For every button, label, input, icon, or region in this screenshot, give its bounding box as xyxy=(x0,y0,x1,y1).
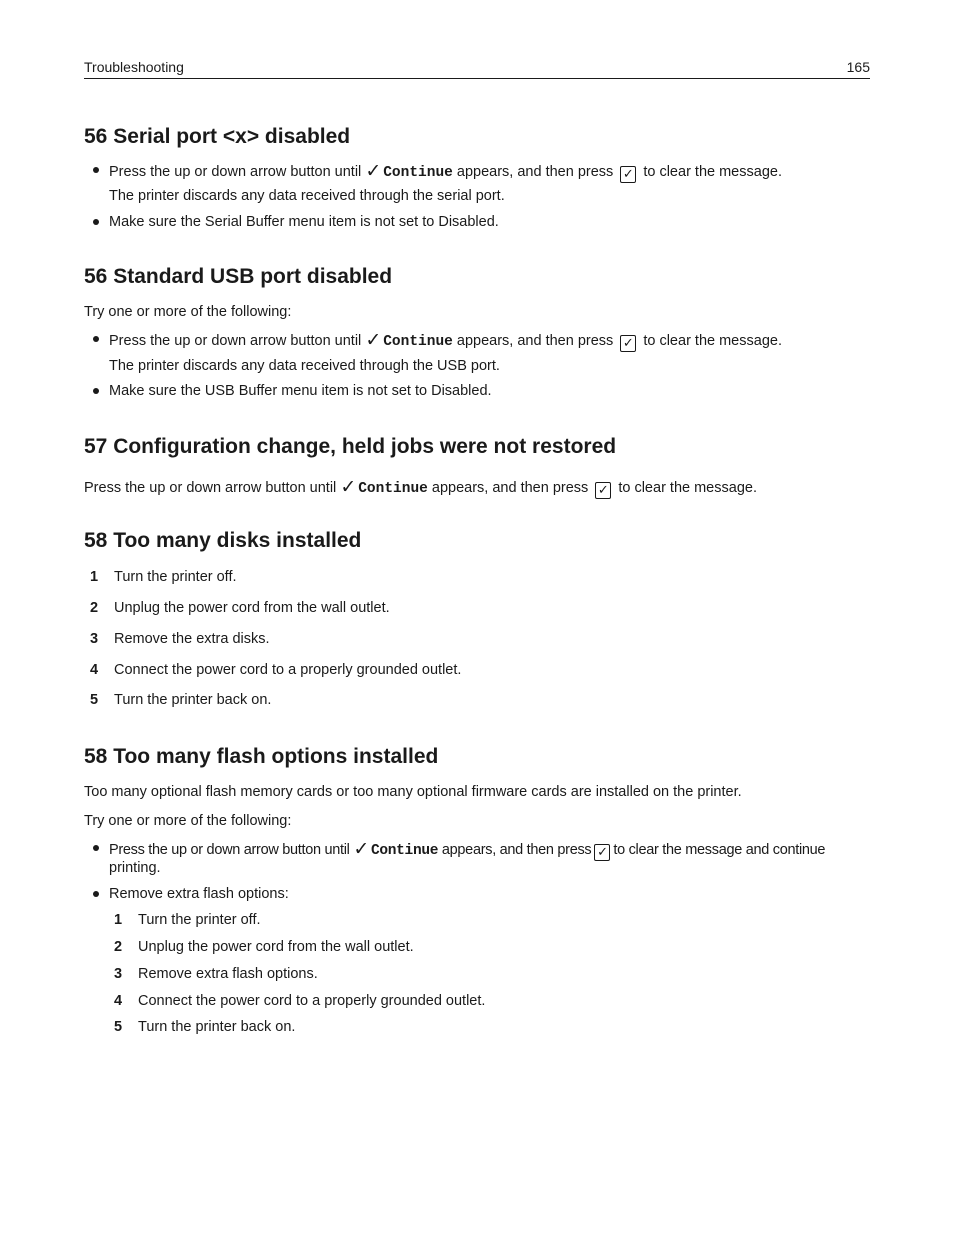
sub-step-item: 3 Remove extra flash options. xyxy=(114,966,318,982)
bullet-icon xyxy=(93,891,99,897)
select-button-icon: ✓ xyxy=(594,844,610,861)
bullet-text: Press the up or down arrow button until ✓ Continue appears, and then press ✓ to clear the message. xyxy=(109,329,782,351)
sub-step-item: 2 Unplug the power cord from the wall outlet. xyxy=(114,939,414,955)
bullet-icon xyxy=(93,388,99,394)
step-item: 2 Unplug the power cord from the wall outlet. xyxy=(90,600,390,616)
document-page xyxy=(84,0,870,1235)
check-icon: ✓ xyxy=(353,838,369,860)
section-title-too-many-flash: 58 Too many flash options installed xyxy=(84,745,439,768)
section-title-configuration-change: 57 Configuration change, held jobs were not restored xyxy=(84,435,617,458)
section-title-serial-port: 56 Serial port <x> disabled xyxy=(84,125,351,148)
section-title-too-many-disks: 58 Too many disks installed xyxy=(84,529,362,552)
header-section-name: Troubleshooting xyxy=(84,59,184,75)
step-item: 4 Connect the power cord to a properly grounded outlet. xyxy=(90,662,462,678)
page-number: 165 xyxy=(846,59,870,75)
step-item: 5 Turn the printer back on. xyxy=(90,692,272,708)
check-icon: ✓ xyxy=(340,476,357,498)
bullet-text: Make sure the Serial Buffer menu item is not set to Disabled. xyxy=(109,214,499,230)
code-continue: Continue xyxy=(370,843,439,859)
bullet-text: Press the up or down arrow button until ✓ Continue appears, and then press ✓ to clear the message. xyxy=(109,160,782,182)
bullet-text: Remove extra flash options: xyxy=(109,886,289,902)
sub-step-item: 4 Connect the power cord to a properly grounded outlet. xyxy=(114,993,486,1009)
check-icon: ✓ xyxy=(365,329,382,351)
select-button-icon: ✓ xyxy=(620,166,636,183)
bullet-icon xyxy=(93,845,99,851)
bullet-icon xyxy=(93,219,99,225)
code-continue: Continue xyxy=(383,165,453,181)
code-continue: Continue xyxy=(383,334,453,350)
bullet-icon xyxy=(93,336,99,342)
bullet-continuation: The printer discards any data received through the USB port. xyxy=(109,358,500,374)
select-button-icon: ✓ xyxy=(595,482,611,499)
running-header xyxy=(84,59,870,79)
intro-text: Try one or more of the following: xyxy=(84,304,292,320)
section-title-usb-port: 56 Standard USB port disabled xyxy=(84,265,393,288)
code-continue: Continue xyxy=(358,481,428,497)
intro-text: Try one or more of the following: xyxy=(84,813,292,829)
bullet-continuation: printing. xyxy=(109,860,161,876)
select-button-icon: ✓ xyxy=(620,335,636,352)
paragraph: Too many optional flash memory cards or too many optional firmware cards are installed on the printer. xyxy=(84,784,742,800)
check-icon: ✓ xyxy=(365,160,382,182)
bullet-icon xyxy=(93,167,99,173)
sub-step-item: 5 Turn the printer back on. xyxy=(114,1019,296,1035)
paragraph: Press the up or down arrow button until ✓ Continue appears, and then press ✓ to clear the message. xyxy=(84,476,757,498)
step-item: 1 Turn the printer off. xyxy=(90,569,237,585)
bullet-text: Press the up or down arrow button until ✓ Continue appears, and then press ✓ to clear the message and continue xyxy=(109,838,826,860)
step-item: 3 Remove the extra disks. xyxy=(90,631,270,647)
bullet-text: Make sure the USB Buffer menu item is not set to Disabled. xyxy=(109,383,492,399)
sub-step-item: 1 Turn the printer off. xyxy=(114,912,261,928)
bullet-continuation: The printer discards any data received through the serial port. xyxy=(109,188,505,204)
